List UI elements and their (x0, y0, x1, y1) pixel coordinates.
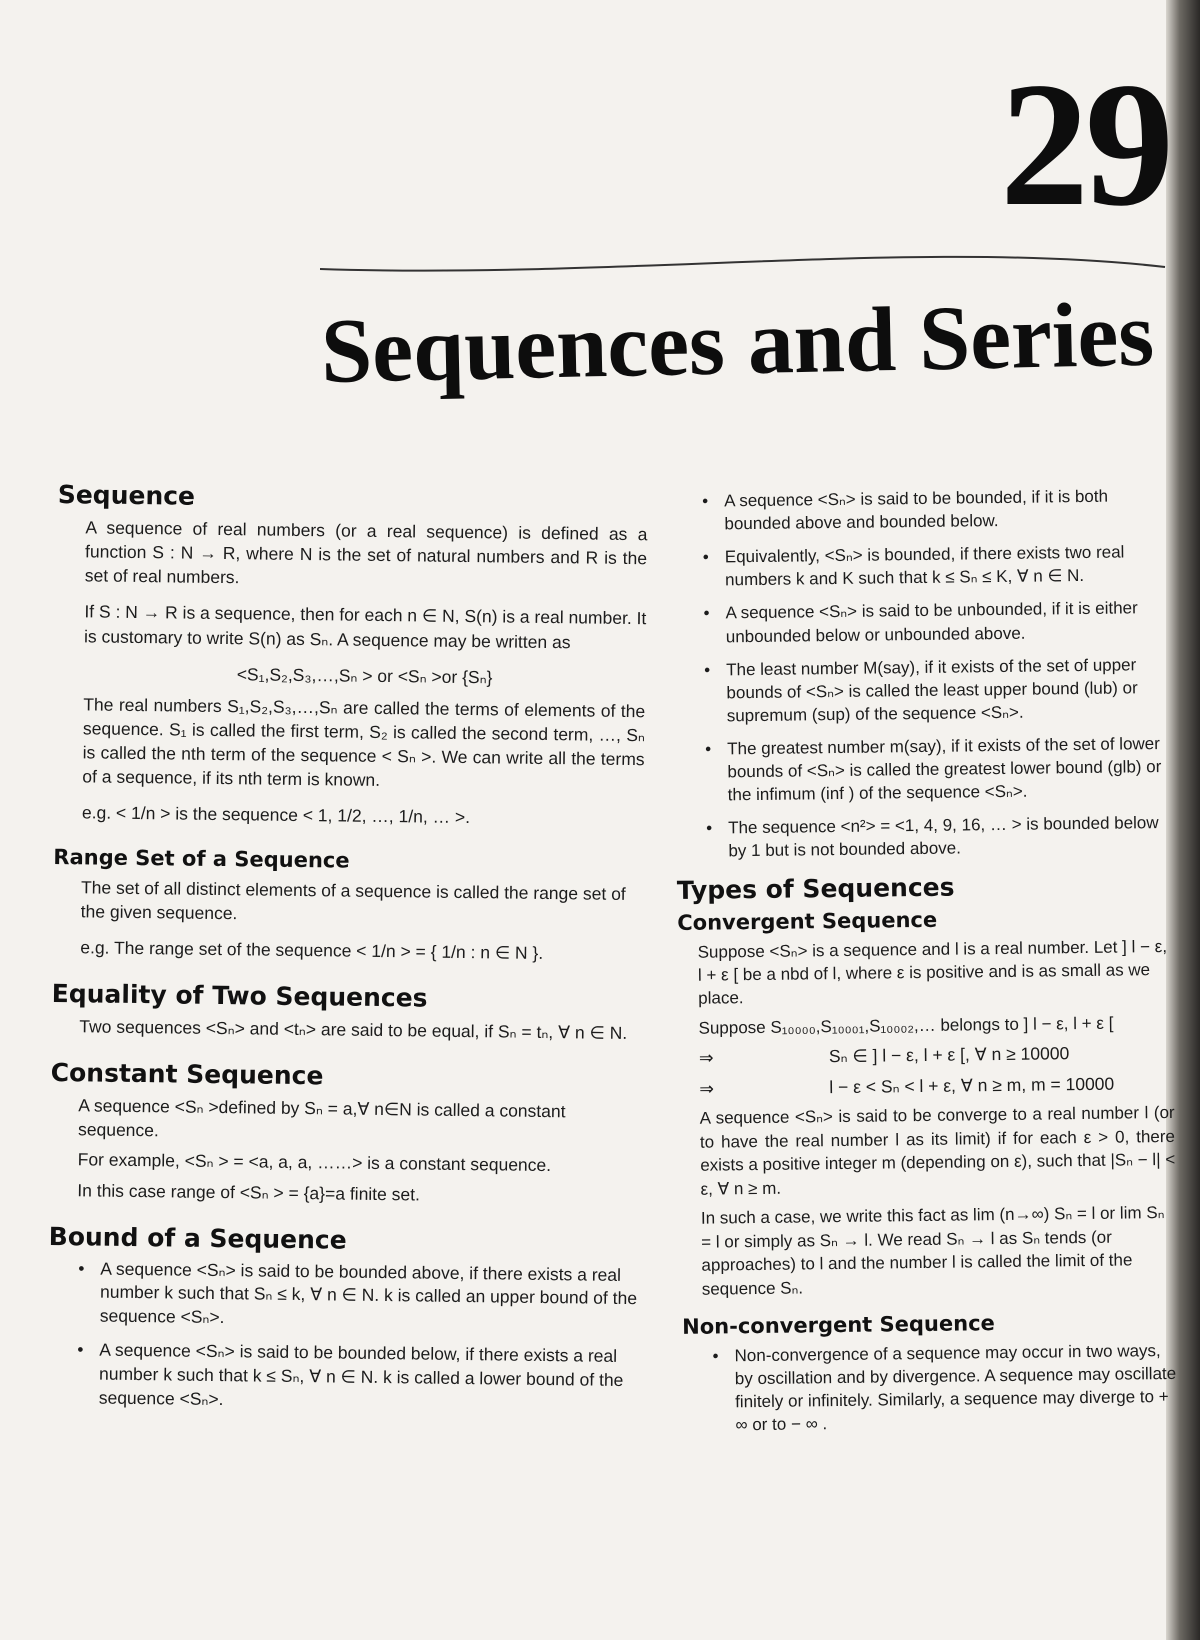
bound-item-upper: • A sequence <Sₙ> is said to be bounded above, if there exists a real number k such that Sₙ ≤ k, ∀ n ∈ N. k is called an upper bound of the sequence <Sₙ>. (100, 1257, 639, 1335)
chapter-decorative-rule (320, 245, 1170, 285)
bounded-item-lub: • The least number M(say), if it exists of the set of upper bounds of <Sₙ> is called the least upper bound (lub) or supremum (sup) of the sequence <Sₙ>. (726, 653, 1170, 728)
sequence-notation-text: If S : N → R is a sequence, then for each n ∈ N, S(n) is a real number. It is customary to write S(n) as Sₙ. A sequence may be written as (83, 601, 647, 652)
range-set-definition: The set of all distinct elements of a sequence is called the range set of the given sequence. (80, 876, 626, 923)
sequence-definition: A sequence of real numbers (or a real sequence) is defined as a function S : N → R, where N is the set of natural numbers and R is the set of real numbers. (84, 517, 648, 588)
constant-heading: Constant Sequence (50, 1058, 324, 1091)
constant-range-note: In this case range of <Sₙ > = {a}=a finite set. (77, 1179, 421, 1205)
bounded-item-unbounded: • A sequence <Sₙ> is said to be unbounded, if it is either unbounded below or unbounded above. (725, 596, 1169, 648)
implication-row-1 (699, 1040, 1174, 1070)
sequence-heading: Sequence (57, 480, 196, 511)
nonconvergent-heading: Non-convergent Sequence (682, 1311, 995, 1339)
sequence-body (54, 515, 648, 832)
types-heading: Types of Sequences (676, 872, 955, 905)
nonconvergent-item: • Non-convergence of a sequence may occur in two ways, by oscillation and by divergence. A sequence may oscillate finitely or infinitely. Similarly, a sequence may diverge to + ∞ or to − ∞ . (734, 1339, 1178, 1437)
implies-arrow-2: ⇒ (699, 1078, 715, 1099)
bounded-item-both: • A sequence <Sₙ> is said to be bounded, if it is both bounded above and bounded below. (724, 484, 1168, 536)
right-column (672, 484, 1179, 1449)
bound-item-lower: • A sequence <Sₙ> is said to be bounded below, if there exists a real number k such that k ≤ Sₙ, ∀ n ∈ N. k is called a lower bound of the sequence <Sₙ>. (99, 1339, 638, 1417)
nonconvergent-list (682, 1339, 1178, 1437)
constant-example: For example, <Sₙ > = <a, a, a, ……> is a constant sequence. (77, 1149, 552, 1176)
convergence-definition: A sequence <Sₙ> is said to be converge to a real number l (or to have the real number l as its limit) if for each ε > 0, there exists a positive integer m (depending on ε), such that |Sₙ − l| < ε, ∀ n ≥ m. (699, 1103, 1176, 1199)
convergent-body (678, 934, 1177, 1300)
bounded-item-glb: • The greatest number m(say), if it exists of the set of lower bounds of <Sₙ> is called the greatest lower bound (glb) or the infimum (inf ) of the sequence <Sₙ>. (727, 732, 1171, 807)
sequence-example: e.g. < 1/n > is the sequence < 1, 1/2, …, 1/n, … >. (81, 802, 471, 828)
chapter-title: Sequences and Series (319, 282, 1156, 402)
implies-arrow-1: ⇒ (698, 1047, 714, 1069)
bound-heading: Bound of a Sequence (48, 1221, 347, 1255)
limit-notation-text: In such a case, we write this fact as lim (n→∞) Sₙ = l or lim Sₙ = l or simply as Sₙ → l. We read Sₙ → l as Sₙ tends (or approaches) to l and the number l is called the limit of the sequence Sₙ. (700, 1203, 1165, 1299)
chapter-number: 29 (1000, 45, 1170, 243)
convergent-suppose-text: Suppose S₁₀₀₀₀,S₁₀₀₀₁,S₁₀₀₀₂,… belongs to ] l − ε, l + ε [ (698, 1013, 1114, 1038)
range-set-example: e.g. The range set of the sequence < 1/n > = { 1/n : n ∈ N }. (80, 937, 544, 963)
sequence-terms-text: The real numbers S₁,S₂,S₃,…,Sₙ are called the terms of elements of the sequence. S₁ is called the first term, S₂ is called the second term, …, Sₙ is called the nth term of the sequence < Sₙ >. We can write all the terms of a sequence, if its nth term is known. (82, 694, 646, 791)
implication-row-2 (699, 1071, 1174, 1101)
range-set-heading: Range Set of a Sequence (53, 844, 350, 873)
constant-body (49, 1093, 640, 1209)
equality-definition: Two sequences <Sₙ> and <tₙ> are said to be equal, if Sₙ = tₙ, ∀ n ∈ N. (79, 1016, 628, 1043)
sequence-notation-formula: <S₁,S₂,S₃,…,Sₙ > or <Sₙ >or {Sₙ} (236, 663, 493, 688)
implication-2: l − ε < Sₙ < l + ε, ∀ n ≥ m, m = 10000 (829, 1073, 1115, 1097)
constant-definition: A sequence <Sₙ >defined by Sₙ = a,∀ n∈N is called a constant sequence. (77, 1095, 566, 1141)
bounded-list (672, 484, 1172, 864)
equality-body (51, 1014, 641, 1045)
bound-list (47, 1257, 639, 1417)
implication-1: Sₙ ∈ ] l − ε, l + ε [, ∀ n ≥ 10000 (828, 1043, 1070, 1067)
convergent-nbd-text: Suppose <Sₙ> is a sequence and l is a real number. Let ] l − ε, l + ε [ be a nbd of l, where ε is positive and is as small as we place. (697, 936, 1168, 1009)
range-set-body (52, 875, 643, 967)
left-column (46, 480, 647, 1429)
convergent-heading: Convergent Sequence (677, 907, 938, 935)
bounded-item-equivalent: • Equivalently, <Sₙ> is bounded, if there exists two real numbers k and K such that k ≤ Sₙ ≤ K, ∀ n ∈ N. (725, 540, 1169, 592)
bounded-item-example: • The sequence <n²> = <1, 4, 9, 16, … > is bounded below by 1 but is not bounded above. (728, 811, 1172, 863)
equality-heading: Equality of Two Sequences (51, 978, 428, 1013)
